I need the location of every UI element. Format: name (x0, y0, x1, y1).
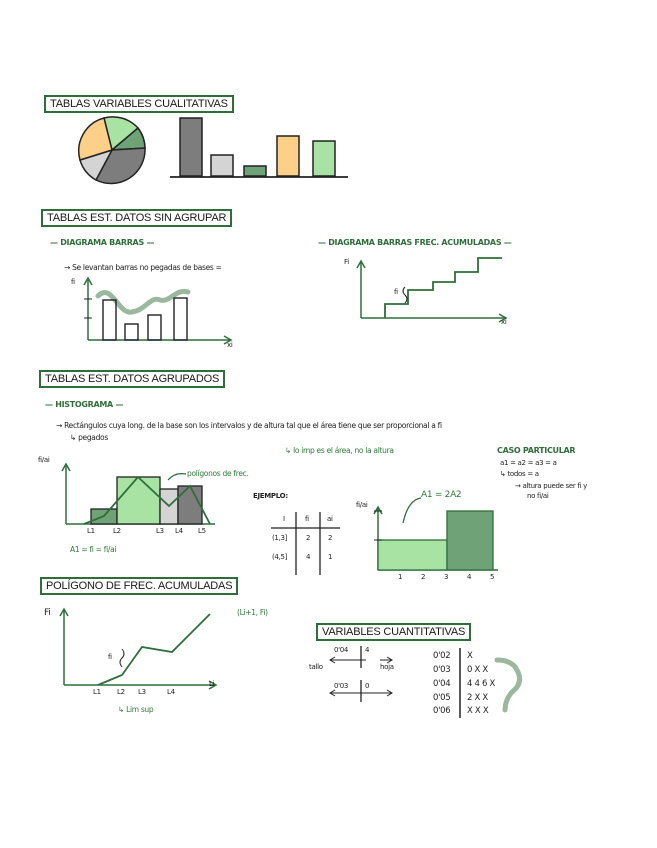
section-title-grouped: TABLAS EST. DATOS AGRUPADOS (39, 370, 225, 388)
bar-green-mid (244, 166, 266, 176)
x-label-L2-polygon: L2 (117, 688, 125, 696)
table-cell: 2 (306, 534, 311, 542)
x-label-L5: L5 (198, 527, 206, 535)
hist2-annotation: A1 = 2A2 (421, 490, 462, 500)
stem-row-stem: 0'03 (433, 665, 451, 675)
stem-row-stem: 0'02 (433, 651, 451, 661)
section-title-qualitative: TABLAS VARIABLES CUALITATIVAS (44, 95, 234, 113)
x-label-L1-polygon: L1 (93, 688, 101, 696)
bar-orange (277, 136, 299, 176)
hist2-x-label: 1 (398, 573, 403, 581)
formula-area: A1 = fi = fi/ai (70, 545, 117, 554)
x-label-L4-polygon: L4 (167, 688, 175, 696)
particular-case-line3: → altura puede ser fi y (515, 482, 587, 490)
stem-example-bottom-right: 0 (365, 682, 370, 690)
axis-label-fi-ai: fi/ai (38, 456, 50, 464)
cumulative-bar-diagram (357, 258, 506, 322)
note-bars-not-glued: → Se levantan barras no pegadas de bases = (64, 263, 222, 272)
stem-row-leaves: 0 X X (467, 665, 488, 675)
subtitle-cumulative-bar-diagram: — DIAGRAMA BARRAS FREC. ACUMULADAS — (318, 238, 512, 247)
x-label-L1: L1 (87, 527, 95, 535)
hist2-axis-label: fi/ai (356, 501, 368, 509)
stem-example-top-right: 4 (365, 646, 370, 654)
hist2-x-label: 3 (444, 573, 449, 581)
particular-case-title: CASO PARTICULAR (497, 446, 576, 455)
fi-mark-polygon: fi (108, 653, 112, 661)
stem-word: tallo (309, 663, 323, 671)
hist2-x-label: 2 (421, 573, 426, 581)
histogram-example (374, 498, 498, 570)
stem-example-bottom-left: 0'03 (334, 682, 349, 690)
bar-gray-light (211, 155, 233, 176)
stem-row-leaves: 4 4 6 X (467, 679, 496, 689)
note-glued: ↳ pegados (70, 433, 108, 442)
x-label-Li-polygon: Li (209, 680, 215, 688)
x-label-L4: L4 (175, 527, 183, 535)
x-label-L3: L3 (156, 527, 164, 535)
particular-case-line1: a1 = a2 = a3 = a (500, 459, 557, 467)
note-upper-limit: ↳ Lim sup (118, 705, 154, 714)
table-cell: 4 (306, 553, 311, 561)
bar-green-light (313, 141, 335, 176)
axis-label-Fi: Fi (344, 258, 349, 266)
axis-label-xi-right: xi (501, 318, 507, 326)
bar-chart-qualitative (170, 118, 348, 177)
note-rectangles: → Rectángulos cuya long. de la base son los intervalos y de altura tal que el área tiene que ser proporcional a fi (56, 421, 442, 430)
label-frequency-polygon: polígonos de frec. (187, 469, 249, 478)
table-header-ai: ai (327, 515, 333, 523)
table-header-I: I (283, 515, 285, 523)
axis-label-Fi-polygon: Fi (44, 608, 51, 618)
table-cell: 2 (328, 534, 333, 542)
bar-diagram-ungrouped (84, 278, 231, 344)
stem-example-top-left: 0'04 (334, 646, 349, 654)
section-title-ungrouped: TABLAS EST. DATOS SIN AGRUPAR (41, 209, 232, 227)
subtitle-histogram: — HISTOGRAMA — (45, 400, 124, 409)
hist2-x-label: 4 (467, 573, 472, 581)
subtitle-bar-diagram: — DIAGRAMA BARRAS — (50, 238, 155, 247)
particular-case-line2: ↳ todos = a (500, 470, 539, 478)
pie-chart (79, 117, 145, 184)
note-area-important: ↳ lo imp es el área, no la altura (285, 446, 394, 455)
fi-step-mark: fi (394, 288, 398, 296)
stem-row-stem: 0'06 (433, 706, 451, 716)
table-cell: 1 (328, 553, 333, 561)
stem-row-stem: 0'05 (433, 693, 451, 703)
axis-label-fi: fi (71, 278, 75, 286)
x-label-L3-polygon: L3 (138, 688, 146, 696)
axis-label-xi: xi (227, 341, 233, 349)
table-cell: (4,5] (272, 553, 288, 561)
cumulative-polygon (60, 609, 216, 689)
stem-row-leaves: 2 X X (467, 693, 488, 703)
hist2-x-label: 5 (490, 573, 495, 581)
stem-row-leaves: X X X (467, 706, 489, 716)
x-label-L2: L2 (113, 527, 121, 535)
table-header-fi: fi (305, 515, 309, 523)
table-cell: (1,3] (272, 534, 288, 542)
point-label: (Li+1, Fi) (237, 608, 268, 617)
stem-row-leaves: X (467, 651, 473, 661)
section-title-quantitative: VARIABLES CUANTITATIVAS (316, 623, 471, 641)
section-title-cumulative-polygon: POLÍGONO DE FREC. ACUMULADAS (40, 577, 238, 595)
leaf-word: hoja (380, 663, 394, 671)
example-label: EJEMPLO: (253, 492, 288, 500)
particular-case-line4: no fi/ai (527, 492, 549, 500)
stem-row-stem: 0'04 (433, 679, 451, 689)
bar-gray-dark (180, 118, 202, 176)
